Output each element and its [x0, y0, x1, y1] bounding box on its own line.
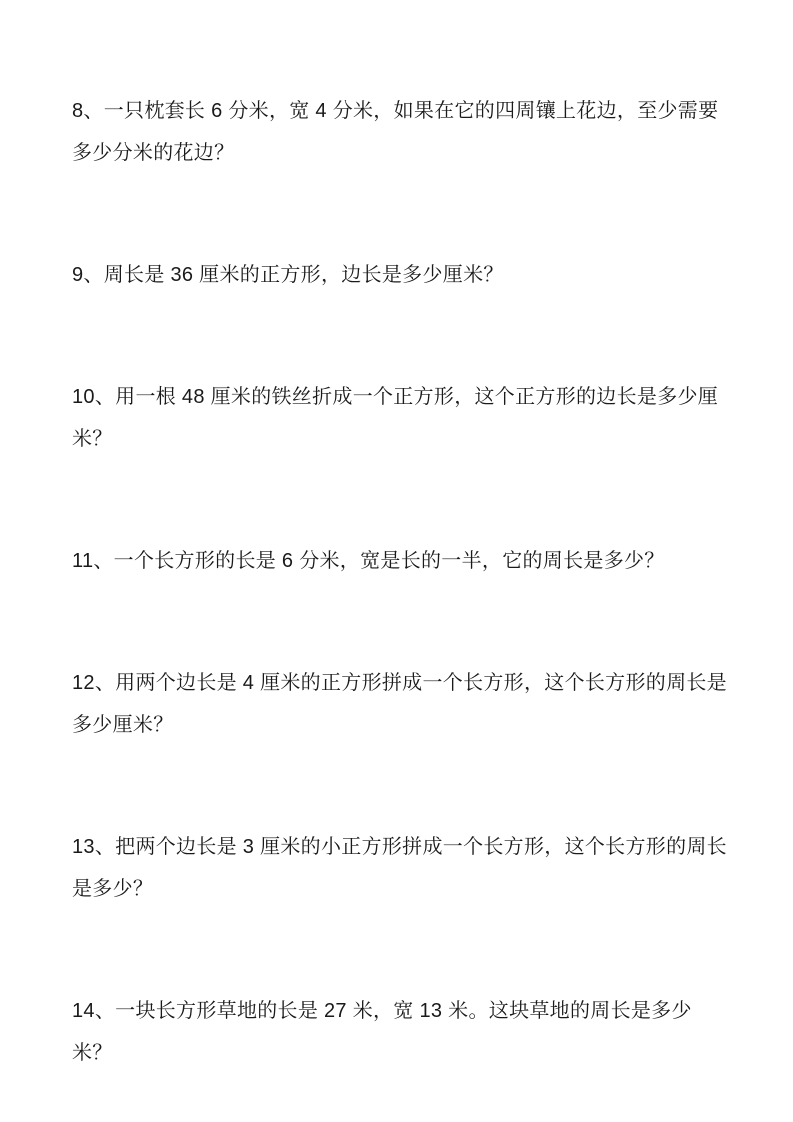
question-13: 13、把两个边长是 3 厘米的小正方形拼成一个长方形，这个长方形的周长是多少？: [72, 836, 727, 900]
question-14: 14、一块长方形草地的长是 27 米，宽 13 米。这块草地的周长是多少米？: [72, 1000, 692, 1064]
question-9: 9、周长是 36 厘米的正方形，边长是多少厘米？: [72, 264, 504, 286]
question-8: 8、一只枕套长 6 分米，宽 4 分米，如果在它的四周镶上花边，至少需要多少分米的花边？: [72, 100, 719, 164]
question-12: 12、用两个边长是 4 厘米的正方形拼成一个长方形，这个长方形的周长是多少厘米？: [72, 672, 727, 736]
question-11: 11、一个长方形的长是 6 分米，宽是长的一半，它的周长是多少？: [72, 550, 665, 572]
question-10: 10、用一根 48 厘米的铁丝折成一个正方形，这个正方形的边长是多少厘米？: [72, 386, 719, 450]
